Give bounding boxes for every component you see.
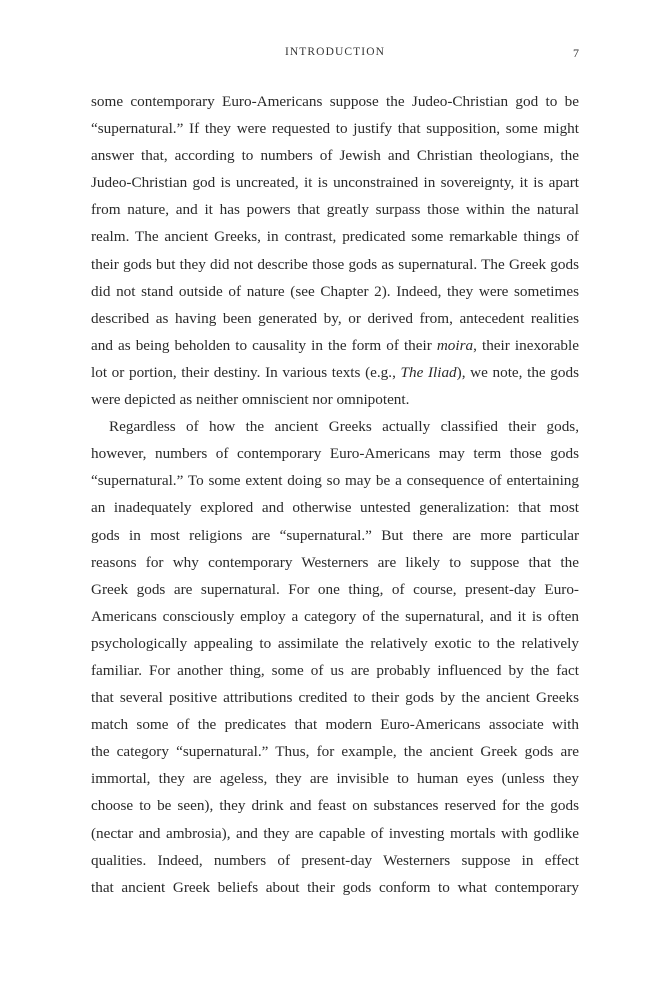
text-line: Americans consciously employ a category of the supernatural, and it is often — [91, 607, 579, 625]
text-run: and as being beholden to causality in the form of their — [91, 336, 437, 354]
page-number: 7 — [573, 46, 579, 60]
body-text — [91, 88, 579, 901]
text-run: lot or portion, their destiny. In various texts (e.g., — [91, 363, 401, 381]
text-line: reasons for why contemporary Westerners are likely to suppose that the — [91, 553, 579, 571]
text-run: ), we note, the gods — [456, 363, 579, 381]
text-line: the category “supernatural.” Thus, for example, the ancient Greek gods are — [91, 743, 579, 761]
text-line: Judeo-Christian god is uncreated, it is unconstrained in sovereignty, it is apart — [91, 174, 579, 192]
text-line: “supernatural.” To some extent doing so may be a consequence of entertaining — [91, 472, 579, 490]
italic-term-moira: moira — [436, 336, 474, 354]
text-line: that ancient Greek beliefs about their gods conform to what contemporary — [91, 878, 579, 896]
text-line: gods in most religions are “supernatural.” But there are more particular — [91, 526, 579, 544]
text-line: (nectar and ambrosia), and they are capable of investing mortals with godlike — [91, 824, 579, 842]
text-line: however, numbers of contemporary Euro-Americans may term those gods — [91, 445, 579, 463]
running-title: INTRODUCTION — [284, 46, 386, 58]
text-line: were depicted as neither omniscient nor omnipotent. — [91, 391, 410, 409]
text-line: described as having been generated by, or derived from, antecedent realities — [91, 309, 579, 327]
text-line: psychologically appealing to assimilate the relatively exotic to the relatively — [91, 634, 579, 652]
text-line: did not stand outside of nature (see Chapter 2). Indeed, they were sometimes — [91, 282, 579, 300]
text-line: qualities. Indeed, numbers of present-day Westerners suppose in effect — [91, 851, 579, 869]
text-line: Regardless of how the ancient Greeks actually classified their gods, — [109, 418, 579, 436]
text-line: answer that, according to numbers of Jewish and Christian theologians, the — [91, 147, 579, 165]
text-line: “supernatural.” If they were requested to justify that supposition, some might — [91, 120, 579, 138]
text-line: match some of the predicates that modern Euro-Americans associate with — [91, 716, 579, 734]
italic-title-iliad: The Iliad — [400, 363, 457, 381]
text-line — [91, 359, 579, 386]
running-head — [91, 46, 579, 64]
text-line: that several positive attributions credited to their gods by the ancient Greeks — [91, 689, 579, 707]
text-line: from nature, and it has powers that greatly surpass those within the natural — [91, 201, 579, 219]
text-line: choose to be seen), they drink and feast on substances reserved for the gods — [91, 797, 579, 815]
text-line: their gods but they did not describe those gods as supernatural. The Greek gods — [91, 255, 579, 273]
text-line: some contemporary Euro-Americans suppose the Judeo-Christian god to be — [91, 93, 579, 110]
text-line: realm. The ancient Greeks, in contrast, predicated some remarkable things of — [91, 228, 579, 246]
text-line: familiar. For another thing, some of us are probably influenced by the fact — [91, 661, 579, 679]
text-line — [91, 332, 579, 359]
text-line: immortal, they are ageless, they are invisible to human eyes (unless they — [91, 770, 579, 788]
paragraph-1 — [91, 88, 579, 413]
text-line: Greek gods are supernatural. For one thing, of course, present-day Euro- — [91, 580, 579, 598]
paragraph-2 — [91, 413, 579, 901]
text-line: an inadequately explored and otherwise untested generalization: that most — [91, 499, 579, 517]
text-run: , their inexorable — [473, 336, 579, 354]
